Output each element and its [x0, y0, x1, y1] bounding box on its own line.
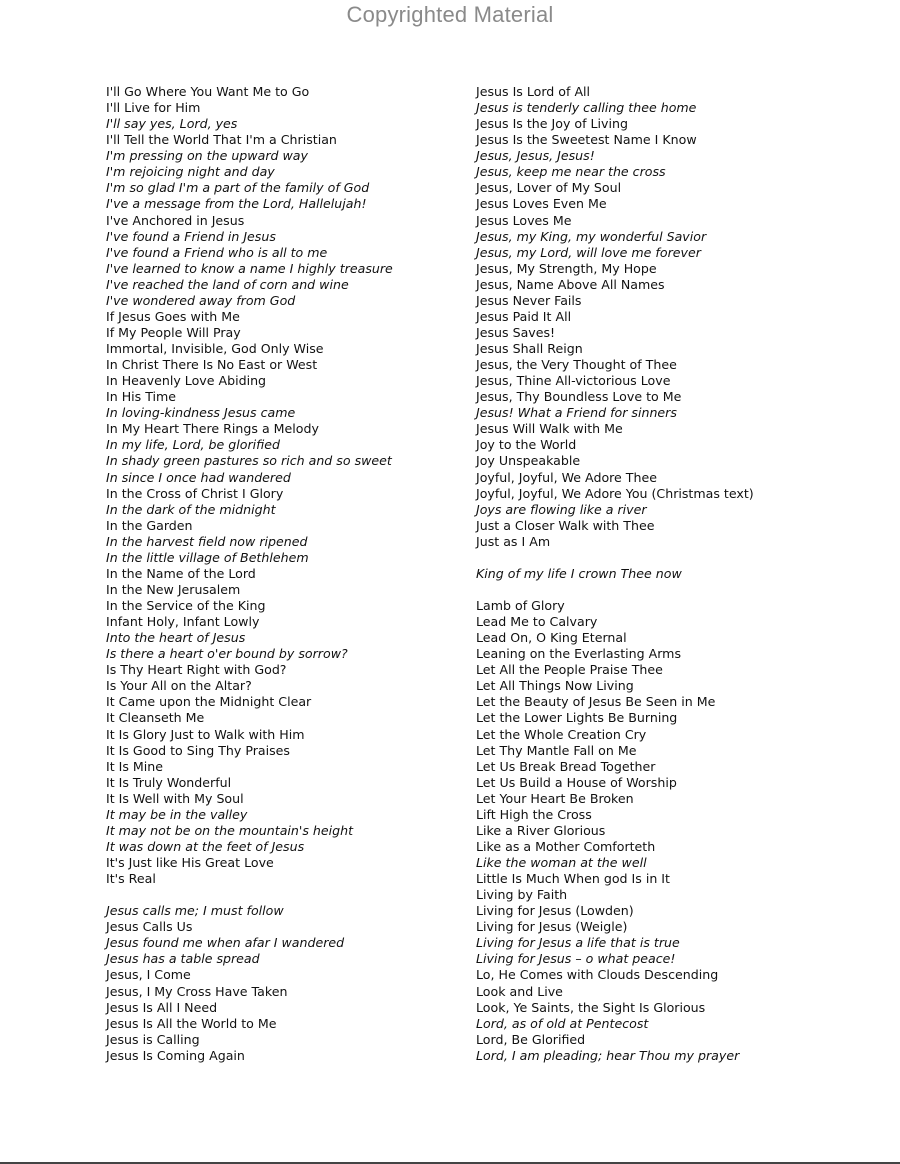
hymn-title-entry: Jesus Shall Reign: [476, 341, 583, 356]
hymn-title-entry: Lord, as of old at Pentecost: [476, 1015, 649, 1031]
hymn-title-entry: I've found a Friend who is all to me: [106, 244, 328, 260]
hymn-title-entry: Is Thy Heart Right with God?: [106, 662, 287, 678]
hymn-title-entry: Jesus Is All I Need: [106, 999, 218, 1015]
hymn-title-entry: I've found a Friend in Jesus: [106, 228, 276, 244]
hymn-title-entry: Leaning on the Everlasting Arms: [476, 646, 682, 662]
hymn-title-entry: Let the Whole Creation Cry: [476, 726, 647, 742]
hymn-title-entry: Lord, I am pleading; hear Thou my prayer: [476, 1047, 740, 1063]
copyright-watermark: Copyrighted Material: [346, 2, 554, 27]
hymn-title-entry: Jesus Will Walk with Me: [476, 421, 623, 437]
hymn-title-entry: Jesus Is Coming Again: [106, 1047, 245, 1063]
hymn-title-entry: It Came upon the Midnight Clear: [106, 694, 312, 710]
hymn-title-entry: Is Your All on the Altar?: [106, 678, 252, 694]
hymn-title-entry: Little Is Much When god Is in It: [476, 871, 670, 887]
hymn-title-entry: In my life, Lord, be glorified: [106, 437, 281, 453]
hymn-title-entry: In the Garden: [106, 517, 193, 533]
blank-spacer: [476, 582, 886, 598]
hymn-title-entry: I'll Go Where You Want Me to Go: [106, 84, 310, 99]
hymn-title-entry: Jesus, Thine All-victorious Love: [476, 373, 671, 389]
hymn-title-entry: It Is Good to Sing Thy Praises: [106, 742, 290, 758]
hymn-index-left-column: [106, 84, 466, 1064]
hymn-title-entry: Jesus, I My Cross Have Taken: [106, 983, 288, 999]
hymn-title-entry: It Cleanseth Me: [106, 710, 205, 726]
hymn-title-entry: Let the Lower Lights Be Burning: [476, 710, 678, 726]
hymn-title-entry: Joyful, Joyful, We Adore You (Christmas text): [476, 485, 754, 501]
hymn-title-entry: Jesus Is All the World to Me: [106, 1015, 277, 1031]
hymn-title-entry: It may not be on the mountain's height: [106, 822, 354, 838]
hymn-title-entry: Living for Jesus a life that is true: [476, 935, 680, 951]
hymn-title-entry: I've a message from the Lord, Hallelujah!: [106, 196, 367, 212]
hymn-title-entry: Let Us Build a House of Worship: [476, 774, 677, 790]
hymn-title-entry: Let All the People Praise Thee: [476, 662, 663, 678]
hymn-title-entry: Jesus has a table spread: [106, 951, 260, 967]
hymn-title-entry: In the Name of the Lord: [106, 565, 256, 581]
hymn-title-entry: Jesus, My Strength, My Hope: [476, 260, 657, 276]
hymn-title-entry: Just as I Am: [476, 533, 551, 549]
hymn-title-entry: It may be in the valley: [106, 806, 248, 822]
hymn-title-entry: Living for Jesus – o what peace!: [476, 951, 676, 967]
hymn-title-entry: Joyful, Joyful, We Adore Thee: [476, 469, 657, 485]
hymn-title-entry: Let Your Heart Be Broken: [476, 790, 634, 806]
hymn-title-entry: It's Real: [106, 871, 156, 887]
hymn-title-entry: Joy to the World: [476, 437, 577, 453]
hymn-title-entry: Jesus Is the Sweetest Name I Know: [476, 132, 697, 148]
hymn-title-entry: Like a River Glorious: [476, 822, 606, 838]
hymn-title-entry: Living for Jesus (Lowden): [476, 903, 634, 919]
hymn-title-entry: Jesus is tenderly calling thee home: [476, 100, 697, 116]
hymn-title-entry: Living by Faith: [476, 887, 568, 903]
hymn-title-entry: Is there a heart o'er bound by sorrow?: [106, 646, 348, 662]
hymn-title-entry: In loving-kindness Jesus came: [106, 405, 296, 421]
hymn-title-entry: In the little village of Bethlehem: [106, 549, 309, 565]
hymn-title-entry: Lead Me to Calvary: [476, 614, 598, 630]
hymn-title-entry: Jesus calls me; I must follow: [106, 903, 284, 919]
hymn-title-entry: In His Time: [106, 389, 177, 405]
hymn-title-entry: In the Service of the King: [106, 598, 266, 613]
hymn-title-entry: Let the Beauty of Jesus Be Seen in Me: [476, 694, 716, 710]
hymn-title-entry: In Heavenly Love Abiding: [106, 373, 267, 389]
hymn-title-entry: Lead On, O King Eternal: [476, 630, 627, 646]
hymn-title-entry: If Jesus Goes with Me: [106, 308, 240, 324]
hymn-title-entry: Let Us Break Bread Together: [476, 758, 656, 774]
hymn-title-entry: I'll say yes, Lord, yes: [106, 116, 238, 132]
hymn-title-entry: In My Heart There Rings a Melody: [106, 421, 319, 437]
hymn-title-entry: King of my life I crown Thee now: [476, 565, 682, 581]
hymn-title-entry: I've reached the land of corn and wine: [106, 276, 349, 292]
hymn-title-entry: Jesus Loves Me: [476, 212, 572, 228]
hymn-title-entry: In since I once had wandered: [106, 469, 291, 485]
hymn-title-entry: Joys are flowing like a river: [476, 501, 647, 517]
hymn-title-entry: Jesus, keep me near the cross: [476, 164, 666, 180]
hymn-title-entry: I've Anchored in Jesus: [106, 212, 245, 228]
hymn-title-entry: Let Thy Mantle Fall on Me: [476, 742, 637, 758]
hymn-title-entry: It was down at the feet of Jesus: [106, 838, 305, 854]
hymn-title-entry: Lord, Be Glorified: [476, 1031, 586, 1047]
hymn-title-entry: In the dark of the midnight: [106, 501, 276, 517]
hymn-title-entry: Lift High the Cross: [476, 806, 592, 822]
hymn-title-entry: Jesus! What a Friend for sinners: [476, 405, 677, 421]
hymn-title-entry: It Is Truly Wonderful: [106, 774, 232, 790]
hymn-title-entry: I'm pressing on the upward way: [106, 148, 308, 164]
hymn-title-entry: Jesus, Name Above All Names: [476, 276, 665, 292]
hymn-title-entry: Lo, He Comes with Clouds Descending: [476, 967, 719, 983]
hymn-title-entry: Jesus, the Very Thought of Thee: [476, 357, 677, 373]
hymn-title-entry: Look, Ye Saints, the Sight Is Glorious: [476, 999, 706, 1015]
hymn-title-entry: If My People Will Pray: [106, 324, 241, 340]
hymn-index-right-column: [476, 84, 886, 1064]
hymn-title-entry: Jesus, Thy Boundless Love to Me: [476, 389, 682, 405]
hymn-title-entry: In the harvest field now ripened: [106, 533, 308, 549]
hymn-title-entry: Infant Holy, Infant Lowly: [106, 614, 260, 630]
hymn-title-entry: Jesus, I Come: [106, 967, 191, 983]
hymn-title-entry: Jesus found me when afar I wandered: [106, 935, 345, 951]
hymn-title-entry: In shady green pastures so rich and so sweet: [106, 453, 392, 469]
hymn-title-entry: Like as a Mother Comforteth: [476, 838, 656, 854]
hymn-title-entry: I'm so glad I'm a part of the family of God: [106, 180, 370, 196]
hymn-title-entry: Living for Jesus (Weigle): [476, 919, 628, 935]
hymn-title-entry: I'm rejoicing night and day: [106, 164, 275, 180]
hymn-title-entry: Jesus Never Fails: [476, 292, 582, 308]
hymn-title-entry: Jesus, my Lord, will love me forever: [476, 244, 701, 260]
hymn-title-entry: Look and Live: [476, 983, 563, 999]
hymn-title-entry: Jesus is Calling: [106, 1031, 200, 1047]
hymn-title-entry: I've wondered away from God: [106, 292, 296, 308]
hymn-title-entry: Immortal, Invisible, God Only Wise: [106, 341, 324, 356]
hymn-title-entry: Like the woman at the well: [476, 855, 647, 870]
hymn-title-entry: Into the heart of Jesus: [106, 630, 246, 646]
hymn-title-entry: Jesus Calls Us: [106, 919, 193, 935]
hymn-title-entry: Let All Things Now Living: [476, 678, 634, 694]
blank-spacer: [106, 887, 466, 903]
hymn-title-entry: Jesus, Lover of My Soul: [476, 180, 622, 196]
hymn-title-entry: Jesus Is the Joy of Living: [476, 116, 628, 132]
hymn-title-entry: In the Cross of Christ I Glory: [106, 485, 284, 501]
blank-spacer: [476, 550, 886, 566]
hymn-title-entry: Jesus Paid It All: [476, 308, 572, 324]
hymn-title-entry: Joy Unspeakable: [476, 453, 581, 469]
hymn-title-entry: It Is Well with My Soul: [106, 790, 244, 806]
hymn-title-entry: Just a Closer Walk with Thee: [476, 517, 655, 533]
hymn-title-entry: Jesus Is Lord of All: [476, 84, 591, 99]
hymn-title-entry: Jesus, my King, my wonderful Savior: [476, 228, 707, 244]
hymn-title-entry: I'll Live for Him: [106, 100, 201, 116]
hymn-title-entry: Jesus Saves!: [476, 324, 556, 340]
hymn-title-entry: In Christ There Is No East or West: [106, 357, 318, 373]
hymn-title-entry: Lamb of Glory: [476, 598, 565, 613]
hymn-title-entry: Jesus Loves Even Me: [476, 196, 607, 212]
hymn-title-entry: It Is Mine: [106, 758, 164, 774]
hymn-title-entry: In the New Jerusalem: [106, 581, 241, 597]
hymn-title-entry: It's Just like His Great Love: [106, 855, 274, 870]
hymn-title-entry: It Is Glory Just to Walk with Him: [106, 726, 305, 742]
hymn-title-entry: I'll Tell the World That I'm a Christian: [106, 132, 337, 148]
hymn-title-entry: I've learned to know a name I highly treasure: [106, 260, 393, 276]
hymn-title-entry: Jesus, Jesus, Jesus!: [476, 148, 595, 164]
